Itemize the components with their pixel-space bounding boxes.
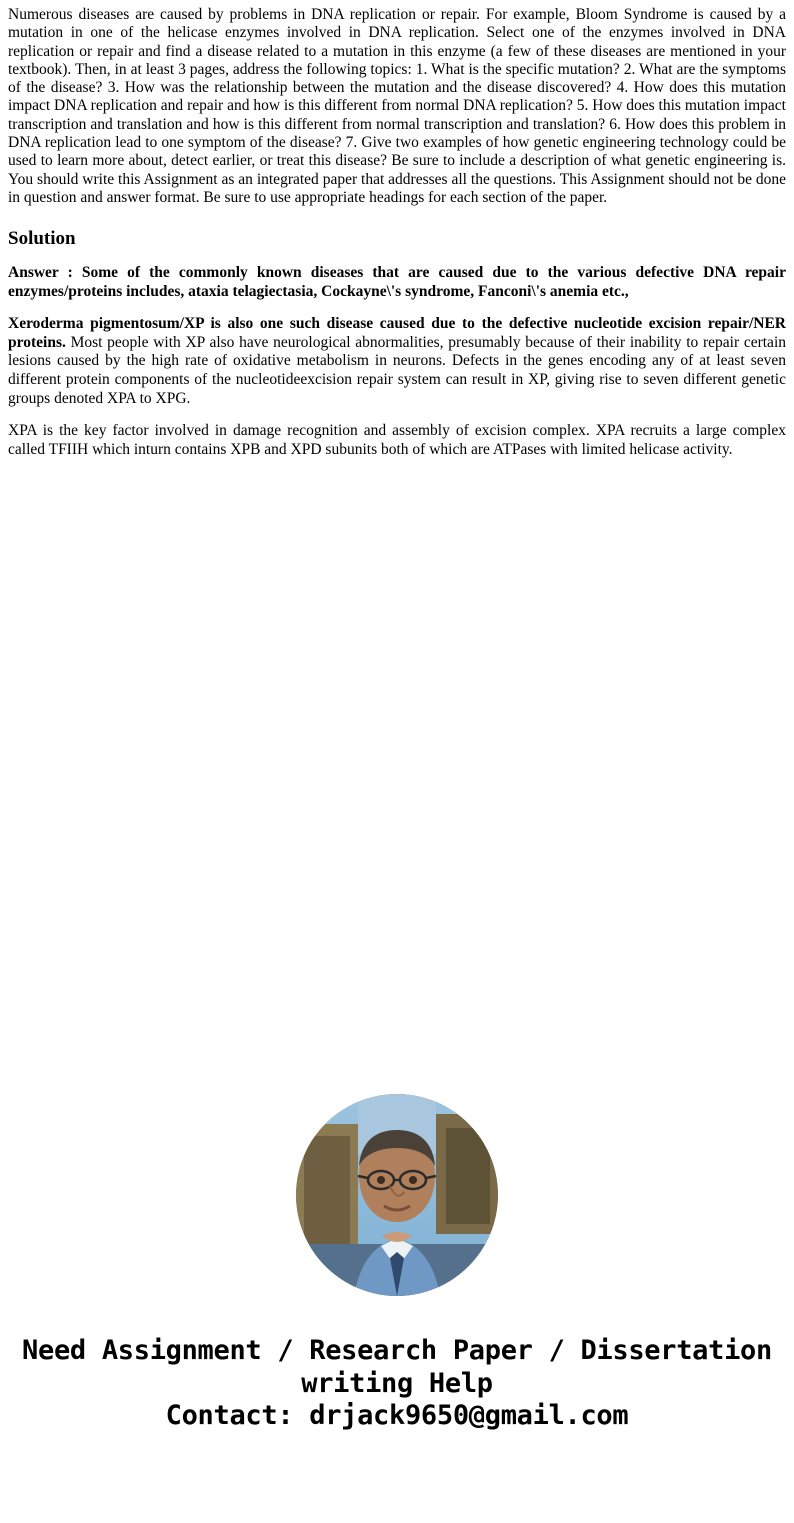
solution-heading: Solution [8, 228, 76, 250]
answer-paragraph-body: XPA is the key factor involved in damage recognition and assembly of excision complex. XPA recruits a large complex called TFIIH which inturn contains XPB and XPD subunits both of which are ATPases with limited helicase activity. [8, 422, 786, 458]
question-text: Numerous diseases are caused by problems in DNA replication or repair. For example, Bloom Syndrome is caused by a mutation in one of the helicase enzymes involved in DNA replication. Select one of the enzymes involved in DNA replication or repair and find a disease related to a mutation in this enzyme (a few of these diseases are mentioned in your textbook). Then, in at least 3 pages, address the following topics: 1. What is the specific mutation? 2. What are the symptoms of the disease? 3. How was the relationship between the mutation and the disease discovered? 4. How does this mutation impact DNA replication and repair and how is this different from normal DNA replication? 5. How does this mutation impact transcription and translation and how is this different from normal transcription and translation? 6. How does this problem in DNA replication lead to one symptom of the disease? 7. Give two examples of how genetic engineering technology could be used to learn more about, detect earlier, or treat this disease? Be sure to include a description of what genetic engineering is. You should write this Assignment as an integrated paper that addresses all the questions. This Assignment should not be done in question and answer format. Be sure to use appropriate headings for each section of the paper. [8, 6, 786, 206]
answer-paragraph [8, 315, 786, 408]
answer-section [0, 264, 794, 459]
promo-line-1: Need Assignment / Research Paper / Dissertation [22, 1335, 772, 1367]
answer-paragraph-body: Most people with XP also have neurological abnormalities, presumably because of their inability to repair certain lesions caused by the high rate of oxidative metabolism in neurons. Defects in the genes encoding any of at least seven different protein components of the nucleotideexcision repair system can result in XP, giving rise to seven different genetic groups denoted XPA to XPG. [8, 333, 786, 407]
answer-paragraph-lead: Xeroderma pigmentosum/XP is also one such disease caused due to the defective nucleotide excision repair/NER proteins. [8, 315, 786, 351]
promo-contact: Contact: drjack9650@gmail.com [165, 1399, 629, 1431]
avatar [296, 1094, 498, 1296]
answer-paragraph-lead: Answer : Some of the commonly known diseases that are caused due to the various defective DNA repair enzymes/proteins includes, ataxia telagiectasia, Cockayne\'s syndrome, Fanconi\'s anemia etc., [8, 263, 786, 300]
answer-paragraph [8, 264, 786, 301]
answer-paragraph [8, 422, 786, 459]
avatar-container [0, 1094, 794, 1296]
portrait-photo-icon [296, 1094, 498, 1296]
promo-line-2: writing Help [301, 1367, 493, 1399]
promo-banner [0, 1336, 794, 1431]
question-section [0, 0, 794, 207]
